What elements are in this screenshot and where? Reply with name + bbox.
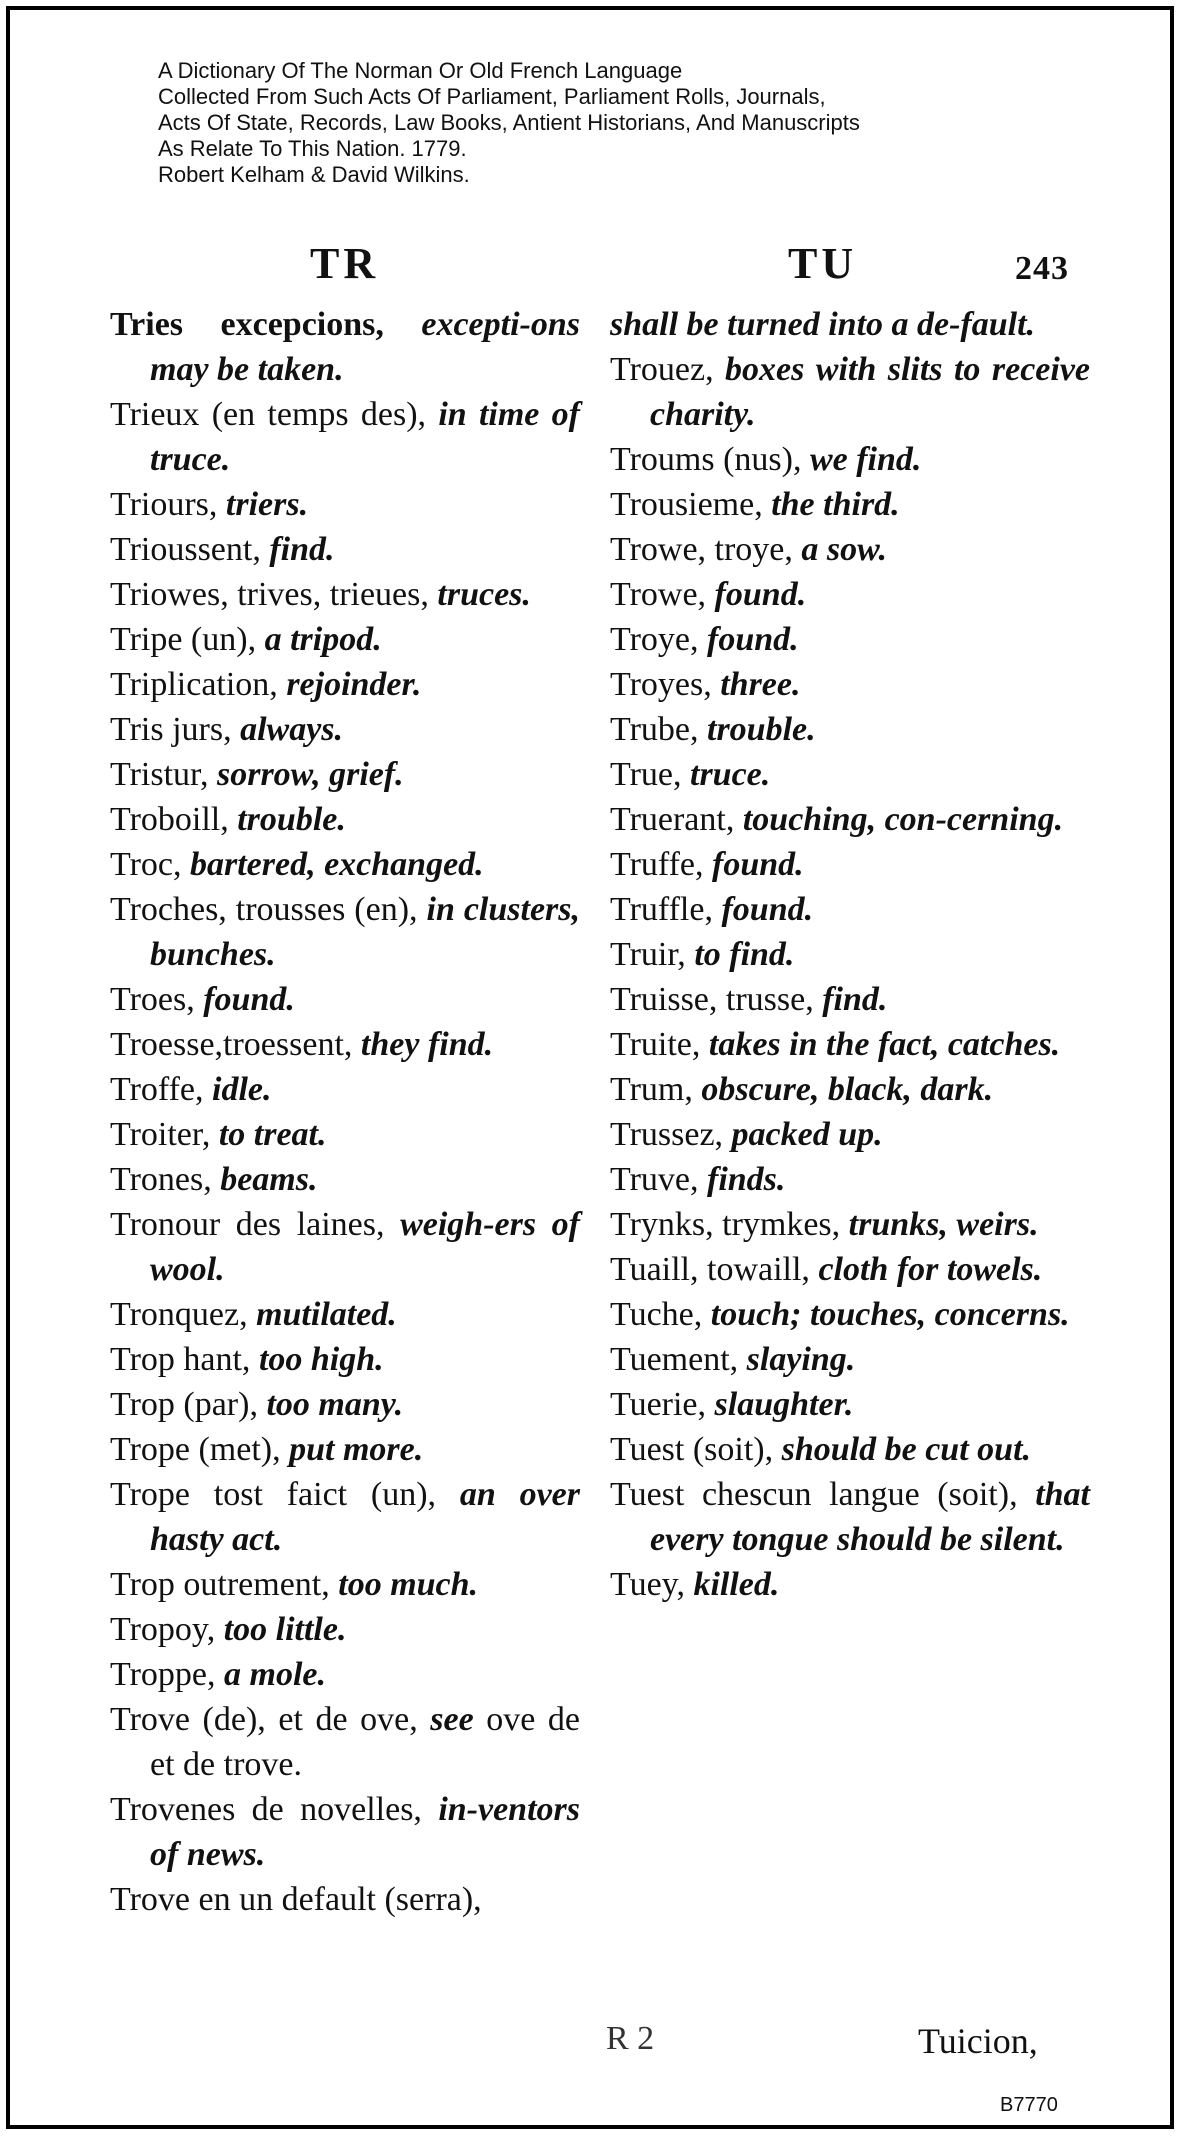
definition: too many. <box>266 1386 404 1423</box>
dictionary-entry <box>610 1292 1090 1337</box>
headword: Troes, <box>110 981 195 1018</box>
headword: Trop (par), <box>110 1386 258 1423</box>
definition: found. <box>714 576 807 613</box>
dictionary-entry <box>110 1067 580 1112</box>
headword: Trove en un default (serra), <box>110 1881 482 1918</box>
definition: should be cut out. <box>781 1431 1032 1468</box>
headword: Troffe, <box>110 1071 204 1108</box>
running-head-left: TR <box>310 239 380 288</box>
headword: Trop hant, <box>110 1341 251 1378</box>
definition: mutilated. <box>256 1296 397 1333</box>
dictionary-entry <box>110 1877 580 1922</box>
dictionary-entry <box>110 977 580 1022</box>
running-head-right: TU <box>788 239 858 288</box>
definition: in time of truce. <box>150 396 580 478</box>
headword: Troc, <box>110 846 182 883</box>
headword: Trove (de), et de ove, <box>110 1701 418 1738</box>
dictionary-entry <box>110 1787 580 1877</box>
definition: too much. <box>338 1566 479 1603</box>
definition: three. <box>720 666 801 703</box>
definition: cloth for towels. <box>818 1251 1043 1288</box>
definition: finds. <box>707 1161 786 1198</box>
headword: Trope (met), <box>110 1431 281 1468</box>
headword: Tripe (un), <box>110 621 257 658</box>
dictionary-entry <box>610 797 1090 842</box>
dictionary-entry <box>110 482 580 527</box>
dictionary-entry <box>610 1067 1090 1112</box>
dictionary-entry <box>610 1202 1090 1247</box>
dictionary-entry <box>110 797 580 842</box>
dictionary-entry <box>610 1247 1090 1292</box>
headword: Trousieme, <box>610 486 763 523</box>
headword: Truerant, <box>610 801 735 838</box>
headword: Tuey, <box>610 1566 685 1603</box>
dictionary-entry <box>610 752 1090 797</box>
definition: found. <box>707 621 799 658</box>
definition: slaying. <box>746 1341 856 1378</box>
definition: trouble. <box>707 711 816 748</box>
headword: True, <box>610 756 682 793</box>
definition: found. <box>712 846 804 883</box>
dictionary-entry <box>610 1562 1090 1607</box>
headword: Tropoy, <box>110 1611 216 1648</box>
definition: trunks, weirs. <box>848 1206 1039 1243</box>
headword: Truisse, trusse, <box>610 981 814 1018</box>
headword: Truffle, <box>610 891 713 928</box>
dictionary-entry <box>110 527 580 572</box>
dictionary-entry <box>610 932 1090 977</box>
definition: put more. <box>289 1431 424 1468</box>
headword: Trop outrement, <box>110 1566 330 1603</box>
definition: find. <box>822 981 888 1018</box>
definition: that every tongue should be silent. <box>650 1476 1090 1558</box>
dictionary-entry <box>110 1382 580 1427</box>
right-column <box>610 302 1090 1607</box>
dictionary-entry <box>110 1427 580 1472</box>
dictionary-page <box>6 6 1174 2129</box>
dictionary-entry <box>610 1022 1090 1067</box>
dictionary-entry <box>110 392 580 482</box>
definition: boxes with slits to receive charity. <box>650 351 1091 433</box>
definition: truces. <box>437 576 531 613</box>
dictionary-entry <box>610 887 1090 932</box>
dictionary-entry <box>610 617 1090 662</box>
definition: found. <box>721 891 814 928</box>
definition: a tripod. <box>264 621 382 658</box>
definition: the third. <box>771 486 900 523</box>
headword: Trowe, troye, <box>610 531 793 568</box>
headword: Troches, trousses (en), <box>110 891 418 928</box>
headword: Truve, <box>610 1161 699 1198</box>
definition: found. <box>203 981 295 1018</box>
headword: Tronquez, <box>110 1296 248 1333</box>
definition: weigh-ers of wool. <box>150 1206 580 1288</box>
header-line: As Relate To This Nation. 1779. <box>158 136 467 161</box>
definition: see <box>430 1701 474 1738</box>
headword: Tuement, <box>610 1341 739 1378</box>
dictionary-entry <box>110 707 580 752</box>
definition: killed. <box>693 1566 780 1603</box>
dictionary-entry <box>610 1112 1090 1157</box>
header-line: Acts Of State, Records, Law Books, Antient Historians, And Manuscripts <box>158 110 860 135</box>
dictionary-entry <box>110 1472 580 1562</box>
definition: rejoinder. <box>286 666 422 703</box>
dictionary-entry <box>110 1022 580 1067</box>
dictionary-entry <box>610 527 1090 572</box>
dictionary-entry <box>110 1292 580 1337</box>
definition: to find. <box>694 936 795 973</box>
dictionary-entry <box>110 842 580 887</box>
definition: truce. <box>690 756 771 793</box>
headword: Trowe, <box>610 576 707 613</box>
definition: too high. <box>258 1341 384 1378</box>
header-line: Collected From Such Acts Of Parliament, Parliament Rolls, Journals, <box>158 84 826 109</box>
dictionary-entry <box>610 842 1090 887</box>
headword: Truir, <box>610 936 686 973</box>
definition: find. <box>269 531 335 568</box>
definition: to treat. <box>218 1116 327 1153</box>
dictionary-entry <box>110 572 580 617</box>
definition: shall be turned into a de-fault. <box>610 306 1036 343</box>
headword: Tris jurs, <box>110 711 232 748</box>
dictionary-entry <box>610 1472 1090 1562</box>
dictionary-entry <box>110 1337 580 1382</box>
definition: slaughter. <box>714 1386 854 1423</box>
dictionary-entry <box>110 302 580 392</box>
dictionary-entry <box>110 1652 580 1697</box>
definition: idle. <box>212 1071 272 1108</box>
dictionary-entry <box>110 1202 580 1292</box>
definition: in-ventors of news. <box>150 1791 580 1873</box>
definition: an over hasty act. <box>150 1476 581 1558</box>
definition: packed up. <box>731 1116 883 1153</box>
header-line: A Dictionary Of The Norman Or Old French Language <box>158 58 683 83</box>
definition: too little. <box>223 1611 347 1648</box>
definition: in clusters, bunches. <box>150 891 580 973</box>
catchword: Tuicion, <box>918 2021 1038 2061</box>
headword: Troyes, <box>610 666 712 703</box>
headword: Trope tost faict (un), <box>110 1476 437 1513</box>
signature-mark: R 2 <box>606 2020 655 2057</box>
definition: a sow. <box>801 531 888 568</box>
definition: obscure, black, dark. <box>701 1071 994 1108</box>
headword: Tronour des laines, <box>110 1206 385 1243</box>
entry-tail: ove de et de trove. <box>150 1701 580 1783</box>
definition: touching, con-cerning. <box>742 801 1064 838</box>
book-header <box>158 58 860 188</box>
definition: takes in the fact, catches. <box>708 1026 1061 1063</box>
dictionary-entry <box>610 707 1090 752</box>
headword: Troesse,troessent, <box>110 1026 353 1063</box>
dictionary-entry <box>610 1157 1090 1202</box>
dictionary-entry <box>110 617 580 662</box>
headword: Troppe, <box>110 1656 216 1693</box>
headword: Tuerie, <box>610 1386 707 1423</box>
headword: Tristur, <box>110 756 209 793</box>
dictionary-entry <box>610 1337 1090 1382</box>
headword: Troiter, <box>110 1116 211 1153</box>
dictionary-entry <box>110 1697 580 1787</box>
definition: sorrow, grief. <box>216 756 404 793</box>
headword: Trube, <box>610 711 699 748</box>
dictionary-entry <box>610 302 1090 347</box>
headword: Trouez, <box>610 351 714 388</box>
headword: Tries excepcions, <box>110 306 384 343</box>
definition: triers. <box>225 486 309 523</box>
dictionary-entry <box>610 572 1090 617</box>
headword: Troboill, <box>110 801 229 838</box>
headword: Trioussent, <box>110 531 261 568</box>
headword: Truite, <box>610 1026 701 1063</box>
headword: Troye, <box>610 621 699 658</box>
definition: excepti-ons may be taken. <box>150 306 581 388</box>
headword: Trynks, trymkes, <box>610 1206 841 1243</box>
dictionary-entry <box>610 662 1090 707</box>
headword: Triours, <box>110 486 218 523</box>
dictionary-entry <box>110 887 580 977</box>
page-number: 243 <box>1015 250 1069 287</box>
dictionary-entry <box>110 662 580 707</box>
definition: they find. <box>360 1026 494 1063</box>
headword: Trum, <box>610 1071 693 1108</box>
document-code: B7770 <box>1000 2094 1058 2116</box>
definition: always. <box>240 711 344 748</box>
dictionary-entry <box>110 752 580 797</box>
definition: beams. <box>220 1161 318 1198</box>
dictionary-entry <box>610 1382 1090 1427</box>
definition: trouble. <box>237 801 346 838</box>
dictionary-entry <box>610 977 1090 1022</box>
headword: Tuest (soit), <box>610 1431 774 1468</box>
headword: Tuaill, towaill, <box>610 1251 810 1288</box>
headword: Triowes, trives, trieues, <box>110 576 429 613</box>
definition: touch; touches, concerns. <box>710 1296 1070 1333</box>
dictionary-entry <box>110 1562 580 1607</box>
left-column <box>110 302 580 1922</box>
definition: bartered, exchanged. <box>190 846 484 883</box>
header-line: Robert Kelham & David Wilkins. <box>158 162 470 187</box>
headword: Tuche, <box>610 1296 703 1333</box>
dictionary-entry <box>110 1157 580 1202</box>
headword: Trussez, <box>610 1116 724 1153</box>
headword: Troums (nus), <box>610 441 802 478</box>
headword: Trieux (en temps des), <box>110 396 427 433</box>
dictionary-entry <box>610 482 1090 527</box>
dictionary-entry <box>610 347 1090 437</box>
headword: Trovenes de novelles, <box>110 1791 422 1828</box>
dictionary-entry <box>110 1607 580 1652</box>
definition: a mole. <box>224 1656 326 1693</box>
headword: Trones, <box>110 1161 212 1198</box>
dictionary-entry <box>610 437 1090 482</box>
headword: Tuest chescun langue (soit), <box>610 1476 1018 1513</box>
dictionary-entry <box>110 1112 580 1157</box>
definition: we find. <box>809 441 922 478</box>
headword: Truffe, <box>610 846 704 883</box>
headword: Triplication, <box>110 666 278 703</box>
dictionary-entry <box>610 1427 1090 1472</box>
